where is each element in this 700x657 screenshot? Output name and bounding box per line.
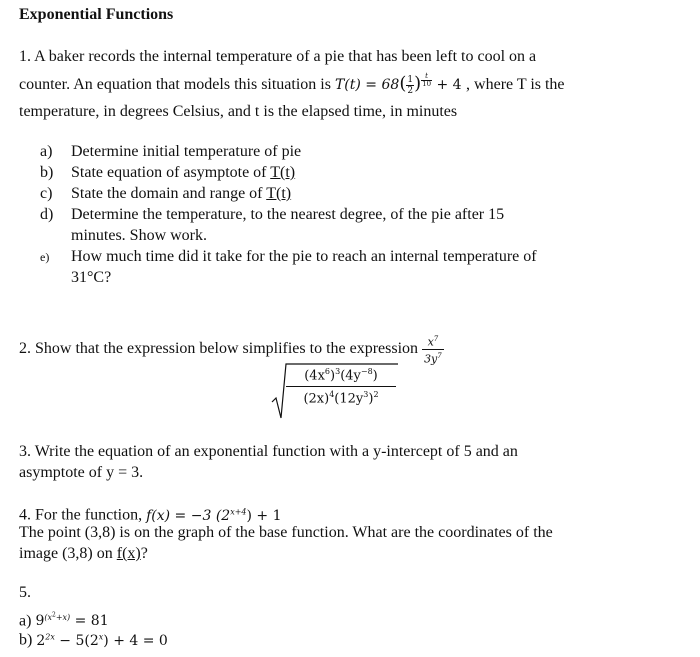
q2-text: 2. Show that the expression below simplifies to the expression $\frac{x^7}{3y^7}$ — [19, 335, 442, 366]
q5-part-b: b) $2^{2x} - 5(2^x) + 4 = 0$ — [19, 631, 168, 649]
q1-item-d: d) Determine the temperature, to the nearest degree, of the pie after 15 — [40, 206, 505, 223]
q1-line-2-post: , where T is the — [466, 76, 565, 93]
q2-radicand-numerator: $(4x^6)^3(4y^{-8})$ — [286, 367, 396, 387]
q1-line-3: temperature, in degrees Celsius, and t is the elapsed time, in minutes — [19, 103, 458, 120]
q2-radicand — [286, 367, 396, 407]
q5-equation-b: $2^{2x} - 5(2^x) + 4 = 0$ — [36, 632, 168, 649]
q5-part-a: a) $9^{(x^2+x)} = 81$ — [19, 611, 109, 630]
q5-number: 5. — [19, 584, 31, 601]
q1-item-b: b) State equation of asymptote of T(t) — [40, 164, 296, 181]
q5-equation-a: $9^{(x^2+x)} = 81$ — [35, 611, 109, 630]
q1-base-fraction: $\frac{1}{2}$ — [407, 74, 414, 96]
q1-exponent-fraction: t 10 — [422, 72, 432, 88]
q1-item-e: e) How much time did it take for the pie to reach an internal temperature of — [40, 248, 537, 265]
q1-item-e-cont: 31°C? — [71, 269, 112, 286]
q1-line-2-pre: counter. An equation that models this situation is — [19, 76, 331, 93]
q1-item-a: a) Determine initial temperature of pie — [40, 143, 302, 160]
q1-line-1: 1. A baker records the internal temperature of a pie that has been left to cool on a — [19, 48, 537, 65]
q2-radicand-denominator: $(2x)^4(12y^3)^2$ — [303, 390, 379, 407]
q1-item-c: c) State the domain and range of T(t) — [40, 185, 292, 202]
q1-equation: T(t) = 68( $\frac{1}{2}$ ) $^{\frac{t}{10}}$ + 4 — [334, 72, 462, 96]
q2-radical-expression — [270, 360, 400, 422]
q3-line-2: asymptote of y = 3. — [19, 464, 144, 481]
q2-target-expression: $\frac{x^7}{3y^7}$ — [424, 335, 442, 366]
q4-line-2: The point (3,8) is on the graph of the base function. What are the coordinates of the — [19, 524, 553, 541]
q4-line-3: image (3,8) on f(x)? — [19, 545, 148, 562]
page-title: Exponential Functions — [19, 6, 174, 23]
q1-item-d-cont: minutes. Show work. — [71, 227, 207, 244]
q1-line-2 — [19, 73, 565, 96]
q4-function: f(x) = −3 $(2^{x+4}) + 1$ — [146, 507, 282, 524]
q4-line-1: 4. For the function, f(x) = −3 $(2^{x+4}) + 1$ — [19, 506, 282, 524]
q3-line-1: 3. Write the equation of an exponential function with a y-intercept of 5 and an — [19, 443, 518, 460]
